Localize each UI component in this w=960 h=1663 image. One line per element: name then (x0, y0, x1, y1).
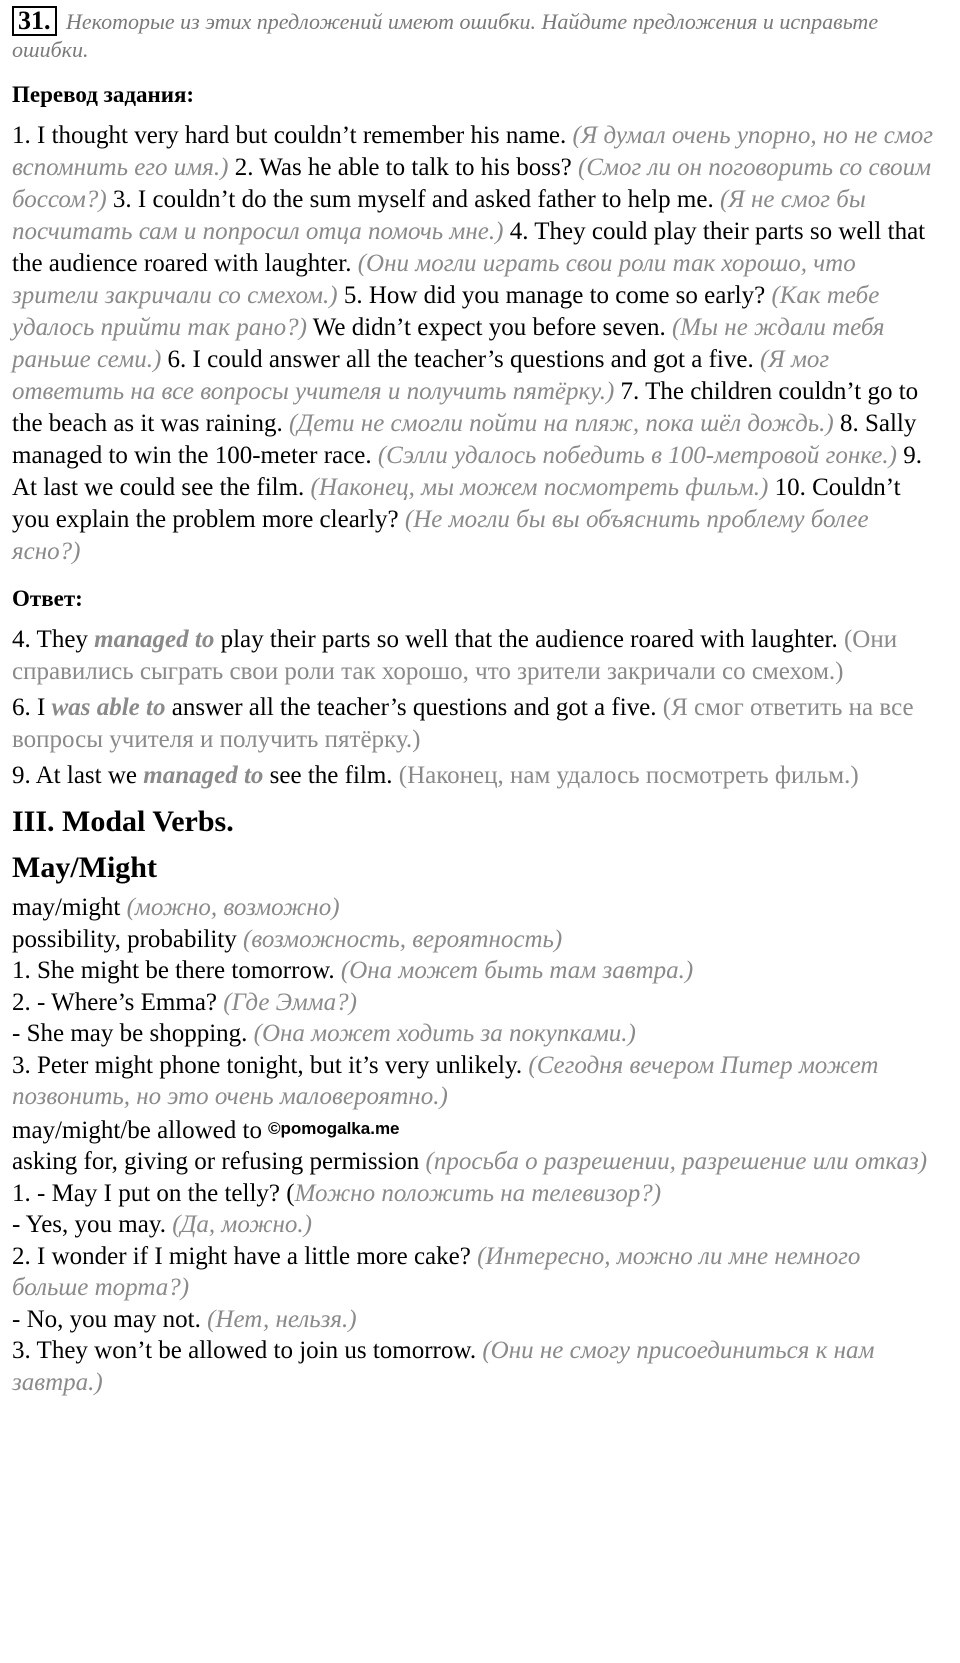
sentence-en: 1. I thought very hard but couldn’t remember his name. (12, 122, 567, 149)
sentence-en: 8. Sally managed to win the 100-meter race. (12, 410, 917, 469)
answer-translation: (Они справились сыграть свои роли так хорошо, что зрители закричали со смехом.) (12, 626, 898, 685)
sentence-ru: (Сэлли удалось победить в 100-метровой гонке.) (377, 442, 897, 469)
sentence-en: 7. The children couldn’t go to the beach as it was raining. (12, 378, 919, 437)
section-title: III. Modal Verbs. (12, 805, 234, 838)
note-line: may/might/be allowed to ©pomogalka.me (12, 1116, 400, 1144)
sentence-en: 9. At last we could see the film. (12, 442, 922, 501)
note-line: 3. Peter might phone tonight, but it’s very unlikely. (Сегодня вечером Питер может позвонить, но это очень маловероятно.) (12, 1051, 879, 1110)
note-line: may/might (можно, возможно) (12, 894, 340, 921)
answer-translation: (Наконец, нам удалось посмотреть фильм.) (398, 762, 859, 789)
note-line: - No, you may not. (Нет, нельзя.) (12, 1305, 357, 1333)
task-number: 31. (12, 6, 57, 36)
answer-correction: managed to (143, 762, 264, 789)
answer-text: see the film. (269, 762, 393, 789)
translation-label: Перевод задания: (12, 82, 195, 107)
document-page (12, 6, 942, 1398)
sentence-ru: (Я не смог бы посчитать сам и попросил отца помочь мне.) (12, 186, 866, 245)
answer-item (12, 624, 942, 688)
note-line: - She may be shopping. (Она может ходить за покупками.) (12, 1020, 636, 1047)
note-line: - Yes, you may. (Да, можно.) (12, 1211, 312, 1238)
answer-item (12, 692, 942, 756)
note-line: 2. - Where’s Emma? (Где Эмма?) (12, 988, 357, 1016)
answer-correction: managed to (94, 626, 215, 653)
sentence-ru: (Я мог ответить на все вопросы учителя и получить пятёрку.) (12, 346, 830, 405)
note-line: 1. She might be there tomorrow. (Она может быть там завтра.) (12, 957, 694, 984)
sentence-en: 5. How did you manage to come so early? (343, 282, 766, 309)
note-line: possibility, probability (возможность, вероятность) (12, 925, 563, 953)
watermark: ©pomogalka.me (267, 1118, 400, 1138)
note-line: 3. They won’t be allowed to join us tomorrow. (Они не смогу присоединиться к нам завтра.) (12, 1337, 875, 1396)
answer-text: 9. At last we (12, 762, 137, 789)
sentence-en: 3. I couldn’t do the sum myself and asked father to help me. (112, 186, 714, 213)
sentence-en: 10. Couldn’t you explain the problem more clearly? (12, 474, 901, 533)
note-line: 1. - May I put on the telly? (Можно положить на телевизор?) (12, 1179, 662, 1207)
answer-translation: (Я смог ответить на все вопросы учителя и получить пятёрку.) (12, 694, 914, 753)
answer-text: 6. I (12, 694, 46, 721)
task-header (12, 6, 942, 64)
sentence-ru: (Дети не смогли пойти на пляж, пока шёл дождь.) (289, 410, 834, 437)
sentence-en: 6. I could answer all the teacher’s questions and got a five. (167, 346, 754, 373)
sentence-ru: (Смог ли он поговорить со своим боссом?) (12, 154, 932, 213)
sentence-en: We didn’t expect you before seven. (312, 314, 666, 341)
sentence-en: 2. Was he able to talk to his boss? (234, 154, 572, 181)
subsection-title: May/Might (12, 851, 157, 884)
answer-text: answer all the teacher’s questions and got a five. (171, 694, 657, 721)
sentence-ru: (Я думал очень упорно, но не смог вспомнить его имя.) (12, 122, 934, 181)
answer-correction: was able to (51, 694, 166, 721)
answer-item (12, 760, 942, 792)
answer-text: 4. They (12, 626, 88, 653)
task-instruction: Некоторые из этих предложений имеют ошибки. Найдите предложения и исправьте ошибки. (12, 9, 879, 62)
sentence-ru: (Наконец, мы можем посмотреть фильм.) (310, 474, 769, 501)
sentence-ru: (Не могли бы вы объяснить проблему более ясно?) (12, 506, 869, 565)
translation-paragraph (12, 120, 942, 568)
answer-label: Ответ: (12, 586, 83, 611)
sentence-ru: (Мы не ждали тебя раньше семи.) (12, 314, 885, 373)
sentence-ru: (Они могли играть свои роли так хорошо, что зрители закричали со смехом.) (12, 250, 856, 309)
note-line: 2. I wonder if I might have a little more cake? (Интересно, можно ли мне немного больше торта?) (12, 1242, 861, 1301)
answer-text: play their parts so well that the audience roared with laughter. (220, 626, 838, 653)
sentence-en: 4. They could play their parts so well that the audience roared with laughter. (12, 218, 926, 277)
sentence-ru: (Как тебе удалось прийти так рано?) (12, 282, 880, 341)
note-line: asking for, giving or refusing permission (просьба о разрешении, разрешение или отказ) (12, 1148, 928, 1175)
